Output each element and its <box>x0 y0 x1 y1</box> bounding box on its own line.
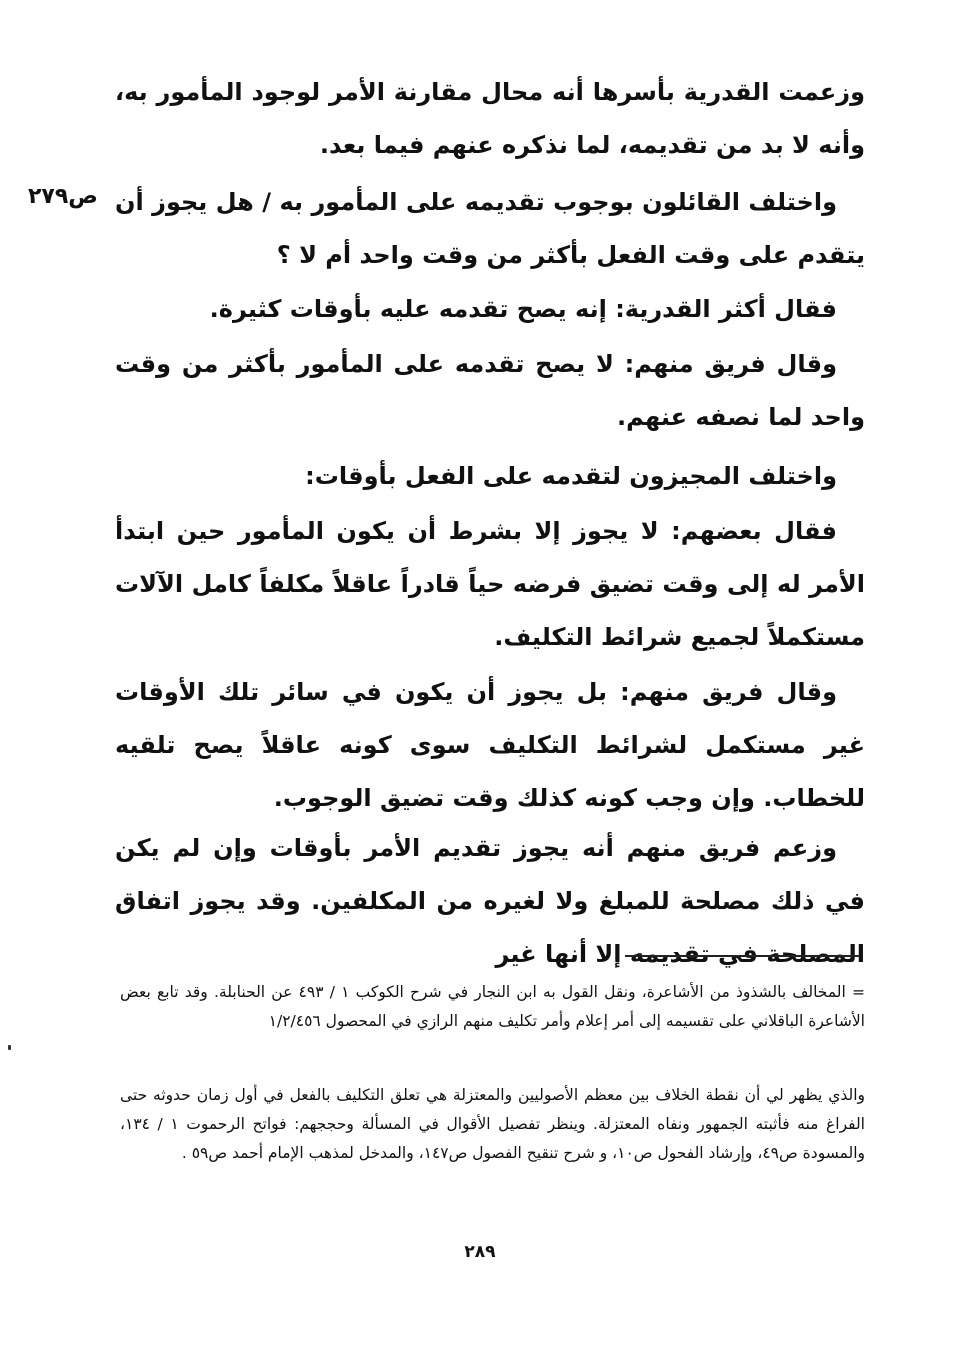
main-paragraph-4: وقال فريق منهم: لا يصح تقدمه على المأمور بأكثر من وقت واحد لما نصفه عنهم. <box>115 350 865 431</box>
main-paragraph-8: وزعم فريق منهم أنه يجوز تقديم الأمر بأوقات وإن لم يكن في ذلك مصلحة للمبلغ ولا لغيره من المكلفين. وقد يجوز اتفاق المصلحة في تقديمه إلا أنها غير <box>115 834 865 968</box>
main-paragraph-6: فقال بعضهم: لا يجوز إلا بشرط أن يكون المأمور حين ابتدأ الأمر له إلى وقت تضيق فرضه حياً قادراً عاقلاً مكلفاً كامل الآلات مستكملاً لجميع شرائط التكليف. <box>115 517 865 651</box>
footnote-2: والذي يظهر لي أن نقطة الخلاف بين معظم الأصوليين والمعتزلة هي تعلق التكليف بالفعل في أول زمان حدوثه حتى الفراغ منه فأثبته الجمهور ونفاه المعتزلة. وينظر تفصيل الأقوال في المسألة وحججهم: فواتح الرحموت ١ / ١٣٤، والمسودة ص٤٩، وإرشاد الفحول ص١٠، و شرح تنقيح الفصول ص١٤٧، والمدخل لمذهب الإمام أحمد ص٥٩ . <box>120 1086 865 1162</box>
footnote-1: = المخالف بالشذوذ من الأشاعرة، ونقل القول به ابن النجار في شرح الكوكب ١ / ٤٩٣ عن الحنابلة. وقد تابع بعض الأشاعرة الباقلاني على تقسيمه إلى أمر إعلام وأمر تكليف منهم الرازي في المحصول ١/٢/٤٥٦ <box>120 983 865 1030</box>
scan-artifact <box>8 1045 11 1050</box>
page-number: ٢٨٩ <box>464 1242 496 1262</box>
main-paragraph-3: فقال أكثر القدرية: إنه يصح تقدمه عليه بأوقات كثيرة. <box>209 295 837 323</box>
main-paragraph-5: واختلف المجيزون لتقدمه على الفعل بأوقات: <box>305 462 837 490</box>
main-paragraph-1: وزعمت القدرية بأسرها أنه محال مقارنة الأمر لوجود المأمور به، وأنه لا بد من تقديمه، لما نذكره عنهم فيما بعد. <box>115 78 865 159</box>
margin-page-reference: ص٢٧٩ <box>28 184 98 209</box>
main-paragraph-7: وقال فريق منهم: بل يجوز أن يكون في سائر تلك الأوقات غير مستكمل لشرائط التكليف سوى كونه عاقلاً يصح تلقيه للخطاب. وإن وجب كونه كذلك وقت تضيق الوجوب. <box>115 678 865 812</box>
main-paragraph-2: واختلف القائلون بوجوب تقديمه على المأمور به / هل يجوز أن يتقدم على وقت الفعل بأكثر من وقت واحد أم لا ؟ <box>115 188 865 269</box>
footnote-separator <box>625 955 860 957</box>
